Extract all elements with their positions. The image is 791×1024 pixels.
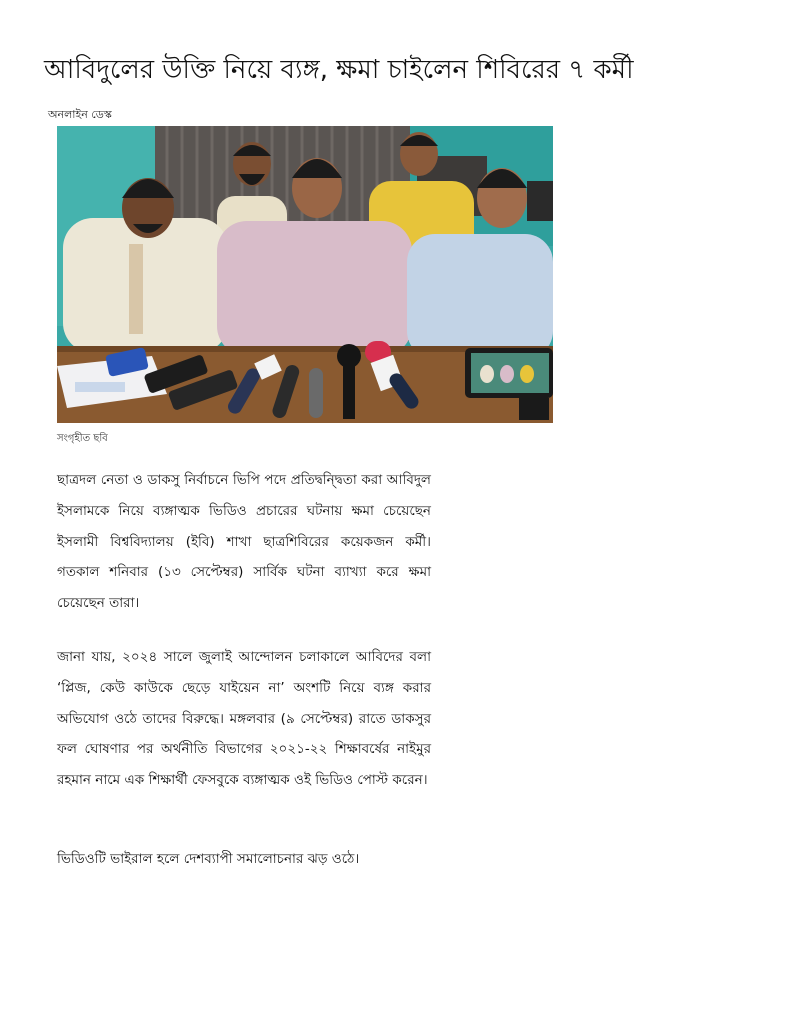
paragraph: ছাত্রদল নেতা ও ডাকসু নির্বাচনে ভিপি পদে প্রতিদ্বন্দ্বিতা করা আবিদুল ইসলামকে নিয়ে ব্যঙ্গাত্মক ভিডিও প্রচারের ঘটনায় ক্ষমা চেয়েছেন ইসলামী বিশ্ববিদ্যালয় (ইবি) শাখা ছাত্রশিবিরের কয়েকজন কর্মী। গতকাল শনিবার (১৩ সেপ্টেম্বর) সার্বিক ঘটনা ব্যাখ্যা করে ক্ষমা চেয়েছেন তারা। (57, 472, 431, 612)
news-photo (57, 126, 553, 423)
paragraph: ভিডিওটি ভাইরাল হলে দেশব্যাপী সমালোচনার ঝড় ওঠে। (57, 850, 360, 867)
article-body (57, 465, 431, 898)
paragraph: জানা যায়, ২০২৪ সালে জুলাই আন্দোলন চলাকালে আবিদের বলা ‘প্লিজ, কেউ কাউকে ছেড়ে যাইয়েন না’ অংশটি নিয়ে ব্যঙ্গ করার অভিযোগ ওঠে তাদের বিরুদ্ধে। মঙ্গলবার (৯ সেপ্টেম্বর) রাতে ডাকসুর ফল ঘোষণার পর অর্থনীতি বিভাগের ২০২১-২২ শিক্ষাবর্ষের নাইমুর রহমান নামে এক শিক্ষার্থী ফেসবুকে ব্যঙ্গাত্মক ওই ভিডিও পোস্ট করেন। (57, 648, 431, 789)
article-headline: আবিদুলের উক্তি নিয়ে ব্যঙ্গ, ক্ষমা চাইলেন শিবিরের ৭ কর্মী (44, 55, 634, 85)
byline: অনলাইন ডেস্ক (48, 108, 112, 121)
photo-caption: সংগৃহীত ছবি (57, 433, 108, 444)
